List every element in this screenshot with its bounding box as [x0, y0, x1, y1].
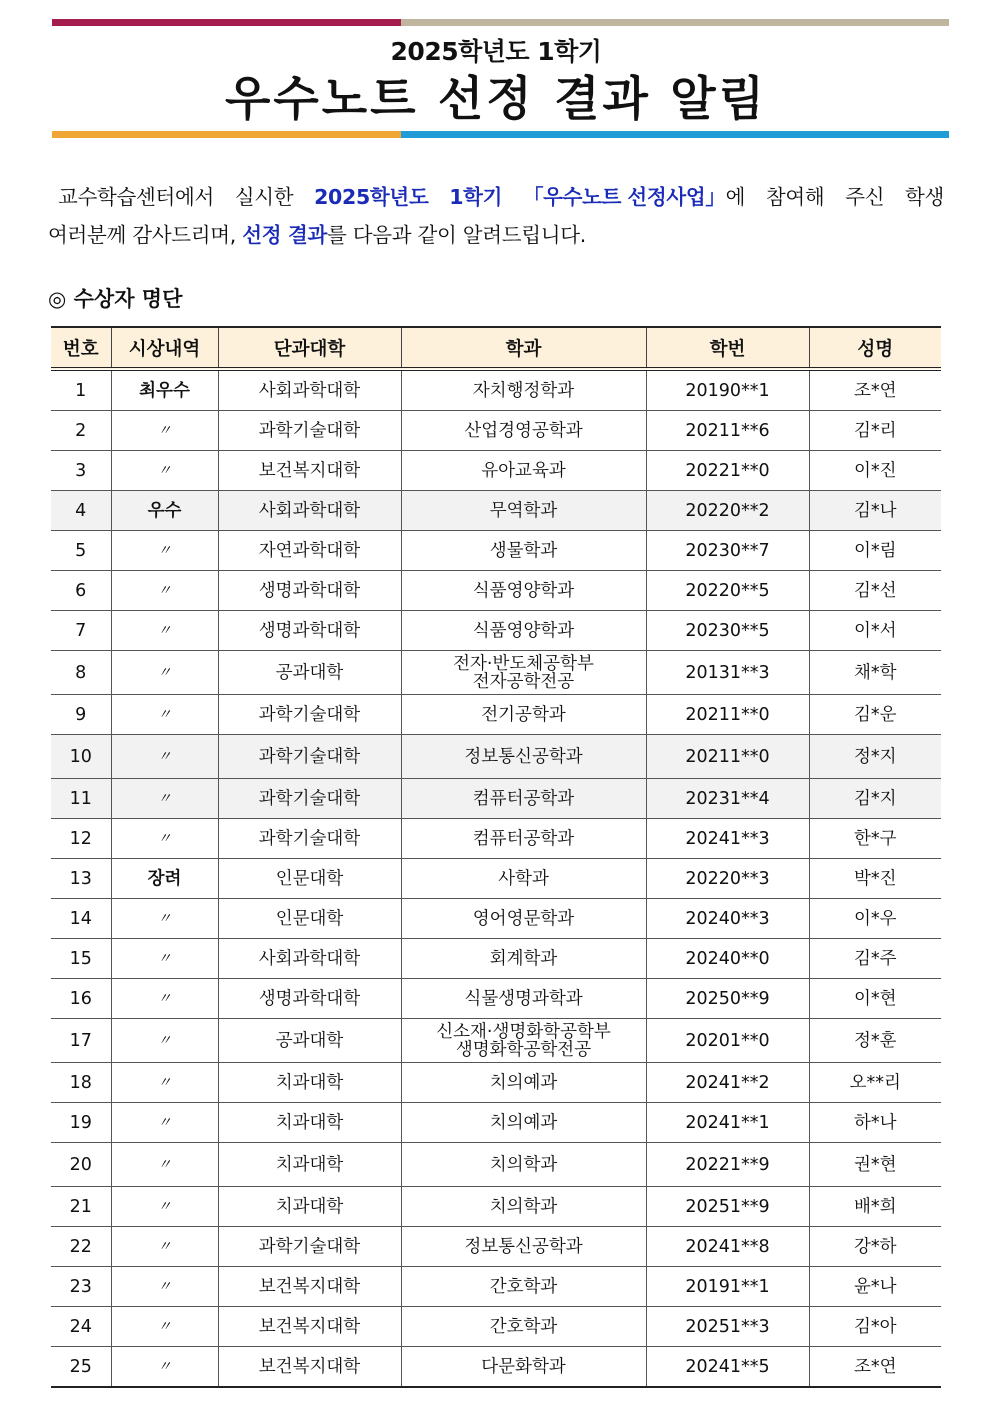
table-row	[51, 411, 941, 451]
intro-highlight: 2025학년도	[314, 185, 429, 209]
cell-department	[401, 531, 646, 571]
cell-award: 최우수	[111, 369, 218, 411]
cell-award: 〃	[111, 451, 218, 491]
cell-name: 권*현	[809, 1143, 941, 1187]
cell-department	[401, 819, 646, 859]
cell-department	[401, 1019, 646, 1063]
cell-award: 〃	[111, 695, 218, 735]
cell-name: 이*우	[809, 899, 941, 939]
cell-department	[401, 939, 646, 979]
cell-award: 〃	[111, 979, 218, 1019]
cell-number: 21	[51, 1187, 111, 1227]
cell-name: 김*지	[809, 779, 941, 819]
cell-number: 20	[51, 1143, 111, 1187]
cell-number: 22	[51, 1227, 111, 1267]
intro-line-2	[48, 216, 944, 254]
cell-college: 공과대학	[218, 651, 401, 695]
cell-student-id: 20251**3	[646, 1307, 809, 1347]
cell-college: 자연과학대학	[218, 531, 401, 571]
cell-number: 7	[51, 611, 111, 651]
intro-highlight: 1학기	[449, 185, 503, 209]
cell-number: 11	[51, 779, 111, 819]
department-line: 정보통신공학과	[464, 746, 583, 767]
department-line: 산업경영공학과	[464, 420, 583, 441]
intro-word: 주신	[845, 185, 885, 209]
cell-department	[401, 1187, 646, 1227]
cell-number: 12	[51, 819, 111, 859]
table-row	[51, 369, 941, 411]
intro-paragraph	[48, 178, 944, 254]
header-award: 시상내역	[111, 327, 218, 369]
cell-student-id: 20211**6	[646, 411, 809, 451]
table-row	[51, 899, 941, 939]
intro-highlight: 「우수노트	[522, 185, 622, 209]
cell-name: 김*리	[809, 411, 941, 451]
cell-college: 생명과학대학	[218, 571, 401, 611]
department-line: 생명화학공학전공	[455, 1039, 592, 1060]
cell-student-id: 20131**3	[646, 651, 809, 695]
department-line: 사학과	[498, 868, 549, 889]
cell-department	[401, 859, 646, 899]
bottom-bar-right	[401, 131, 949, 138]
table-row	[51, 779, 941, 819]
cell-college: 치과대학	[218, 1063, 401, 1103]
table-row	[51, 651, 941, 695]
cell-student-id: 20241**8	[646, 1227, 809, 1267]
cell-award: 〃	[111, 1143, 218, 1187]
cell-name: 이*서	[809, 611, 941, 651]
table-row	[51, 819, 941, 859]
department-line: 컴퓨터공학과	[472, 828, 575, 849]
department-line: 치의예과	[489, 1072, 558, 1093]
page-title: 우수노트 선정 결과 알림	[224, 72, 768, 127]
cell-student-id: 20201**0	[646, 1019, 809, 1063]
cell-college: 보건복지대학	[218, 1347, 401, 1388]
page-subtitle: 2025학년도 1학기	[390, 37, 602, 66]
intro-word: 참여해	[765, 185, 825, 209]
department-line: 전자공학전공	[472, 671, 575, 692]
bottom-bar-left	[52, 131, 401, 138]
cell-name: 이*진	[809, 451, 941, 491]
cell-award: 〃	[111, 939, 218, 979]
cell-department	[401, 651, 646, 695]
cell-department	[401, 611, 646, 651]
cell-student-id: 20241**3	[646, 819, 809, 859]
cell-number: 6	[51, 571, 111, 611]
header-student-id: 학번	[646, 327, 809, 369]
cell-number: 24	[51, 1307, 111, 1347]
cell-award: 장려	[111, 859, 218, 899]
cell-award: 〃	[111, 735, 218, 779]
cell-number: 15	[51, 939, 111, 979]
table-row	[51, 1267, 941, 1307]
cell-college: 보건복지대학	[218, 451, 401, 491]
cell-name: 강*하	[809, 1227, 941, 1267]
department-line: 식품영양학과	[472, 620, 575, 641]
intro-word: 학생	[904, 185, 944, 209]
cell-number: 16	[51, 979, 111, 1019]
table-header-row	[51, 327, 941, 369]
cell-number: 2	[51, 411, 111, 451]
cell-department	[401, 1103, 646, 1143]
cell-award: 〃	[111, 1063, 218, 1103]
cell-number: 1	[51, 369, 111, 411]
header-department: 학과	[401, 327, 646, 369]
cell-name: 정*지	[809, 735, 941, 779]
cell-number: 9	[51, 695, 111, 735]
table-row	[51, 1347, 941, 1388]
cell-student-id: 20240**3	[646, 899, 809, 939]
cell-college: 보건복지대학	[218, 1307, 401, 1347]
cell-name: 배*희	[809, 1187, 941, 1227]
cell-department	[401, 1063, 646, 1103]
cell-student-id: 20220**5	[646, 571, 809, 611]
department-line: 치의학과	[489, 1196, 558, 1217]
cell-college: 치과대학	[218, 1103, 401, 1143]
cell-name: 오**리	[809, 1063, 941, 1103]
cell-department	[401, 1307, 646, 1347]
department-line: 식품영양학과	[472, 580, 575, 601]
cell-name: 조*연	[809, 1347, 941, 1388]
cell-award: 〃	[111, 611, 218, 651]
department-line: 치의학과	[489, 1154, 558, 1175]
intro-word: 에	[725, 185, 746, 209]
cell-college: 생명과학대학	[218, 611, 401, 651]
cell-award: 〃	[111, 531, 218, 571]
table-row	[51, 695, 941, 735]
intro-word: 교수학습센터에서	[58, 185, 215, 209]
cell-name: 김*운	[809, 695, 941, 735]
cell-name: 김*선	[809, 571, 941, 611]
cell-student-id: 20220**3	[646, 859, 809, 899]
cell-award: 〃	[111, 571, 218, 611]
table-row	[51, 939, 941, 979]
cell-award: 〃	[111, 1019, 218, 1063]
department-line: 컴퓨터공학과	[472, 788, 575, 809]
cell-award: 〃	[111, 411, 218, 451]
header-college: 단과대학	[218, 327, 401, 369]
department-line: 정보통신공학과	[464, 1236, 583, 1257]
department-line: 무역학과	[489, 500, 558, 521]
cell-student-id: 20220**2	[646, 491, 809, 531]
cell-department	[401, 1267, 646, 1307]
table-row	[51, 1227, 941, 1267]
table-row	[51, 979, 941, 1019]
table-row	[51, 1019, 941, 1063]
cell-college: 과학기술대학	[218, 735, 401, 779]
cell-student-id: 20241**5	[646, 1347, 809, 1388]
cell-department	[401, 369, 646, 411]
cell-department	[401, 1347, 646, 1388]
cell-student-id: 20221**0	[646, 451, 809, 491]
cell-department	[401, 571, 646, 611]
cell-award: 〃	[111, 779, 218, 819]
cell-college: 인문대학	[218, 899, 401, 939]
cell-award: 〃	[111, 651, 218, 695]
department-line: 간호학과	[489, 1276, 558, 1297]
cell-student-id: 20191**1	[646, 1267, 809, 1307]
department-line: 자치행정학과	[472, 380, 575, 401]
table-row	[51, 1187, 941, 1227]
intro-text: 여러분께 감사드리며,	[48, 223, 243, 247]
cell-department	[401, 695, 646, 735]
cell-number: 5	[51, 531, 111, 571]
table-row	[51, 571, 941, 611]
cell-college: 과학기술대학	[218, 1227, 401, 1267]
department-line: 전자·반도체공학부	[453, 653, 594, 674]
section-title: ◎ 수상자 명단	[48, 287, 183, 311]
cell-name: 이*현	[809, 979, 941, 1019]
cell-name: 윤*나	[809, 1267, 941, 1307]
cell-college: 인문대학	[218, 859, 401, 899]
cell-college: 과학기술대학	[218, 819, 401, 859]
cell-number: 18	[51, 1063, 111, 1103]
cell-student-id: 20240**0	[646, 939, 809, 979]
cell-award: 〃	[111, 819, 218, 859]
header-number: 번호	[51, 327, 111, 369]
department-line: 전기공학과	[481, 704, 566, 725]
cell-student-id: 20211**0	[646, 735, 809, 779]
cell-college: 과학기술대학	[218, 779, 401, 819]
cell-department	[401, 979, 646, 1019]
table-row	[51, 1307, 941, 1347]
cell-name: 채*학	[809, 651, 941, 695]
cell-student-id: 20241**1	[646, 1103, 809, 1143]
cell-name: 김*나	[809, 491, 941, 531]
cell-college: 공과대학	[218, 1019, 401, 1063]
cell-student-id: 20241**2	[646, 1063, 809, 1103]
cell-college: 과학기술대학	[218, 695, 401, 735]
cell-award: 〃	[111, 1187, 218, 1227]
table-row	[51, 491, 941, 531]
cell-college: 사회과학대학	[218, 939, 401, 979]
awards-table	[51, 326, 941, 1388]
cell-number: 13	[51, 859, 111, 899]
intro-highlight: 선정사업」	[627, 185, 726, 209]
cell-department	[401, 451, 646, 491]
cell-college: 과학기술대학	[218, 411, 401, 451]
top-bar-left	[52, 19, 401, 26]
cell-number: 3	[51, 451, 111, 491]
cell-name: 박*진	[809, 859, 941, 899]
cell-student-id: 20221**9	[646, 1143, 809, 1187]
cell-award: 우수	[111, 491, 218, 531]
cell-award: 〃	[111, 899, 218, 939]
department-line: 유아교육과	[481, 460, 566, 481]
cell-number: 8	[51, 651, 111, 695]
cell-name: 한*구	[809, 819, 941, 859]
cell-student-id: 20250**9	[646, 979, 809, 1019]
table-row	[51, 735, 941, 779]
department-line: 다문화학과	[481, 1356, 566, 1377]
cell-student-id: 20231**4	[646, 779, 809, 819]
cell-department	[401, 899, 646, 939]
department-line: 신소재·생명화학공학부	[436, 1021, 611, 1042]
cell-department	[401, 1143, 646, 1187]
top-bar-right	[401, 19, 949, 26]
cell-college: 보건복지대학	[218, 1267, 401, 1307]
cell-number: 10	[51, 735, 111, 779]
cell-name: 조*연	[809, 369, 941, 411]
department-line: 생물학과	[489, 540, 558, 561]
department-line: 회계학과	[489, 948, 558, 969]
cell-student-id: 20211**0	[646, 695, 809, 735]
cell-college: 사회과학대학	[218, 491, 401, 531]
cell-name: 정*훈	[809, 1019, 941, 1063]
cell-name: 이*림	[809, 531, 941, 571]
cell-number: 25	[51, 1347, 111, 1388]
department-line: 간호학과	[489, 1316, 558, 1337]
intro-line-1	[48, 178, 944, 216]
cell-department	[401, 491, 646, 531]
table-row	[51, 611, 941, 651]
intro-text: 를 다음과 같이 알려드립니다.	[327, 223, 586, 247]
table-row	[51, 1143, 941, 1187]
cell-number: 4	[51, 491, 111, 531]
cell-number: 23	[51, 1267, 111, 1307]
cell-department	[401, 735, 646, 779]
cell-award: 〃	[111, 1227, 218, 1267]
cell-department	[401, 1227, 646, 1267]
cell-student-id: 20190**1	[646, 369, 809, 411]
cell-college: 사회과학대학	[218, 369, 401, 411]
cell-student-id: 20230**7	[646, 531, 809, 571]
cell-student-id: 20251**9	[646, 1187, 809, 1227]
top-color-bar	[52, 19, 949, 26]
cell-award: 〃	[111, 1267, 218, 1307]
cell-number: 17	[51, 1019, 111, 1063]
intro-word: 실시한	[234, 185, 294, 209]
cell-name: 하*나	[809, 1103, 941, 1143]
cell-number: 19	[51, 1103, 111, 1143]
cell-college: 생명과학대학	[218, 979, 401, 1019]
table-row	[51, 531, 941, 571]
cell-department	[401, 411, 646, 451]
department-line: 식물생명과학과	[464, 988, 583, 1009]
cell-name: 김*주	[809, 939, 941, 979]
table-row	[51, 1063, 941, 1103]
cell-name: 김*아	[809, 1307, 941, 1347]
intro-highlight: 선정 결과	[242, 223, 328, 247]
cell-department	[401, 779, 646, 819]
department-line: 치의예과	[489, 1112, 558, 1133]
cell-number: 14	[51, 899, 111, 939]
cell-award: 〃	[111, 1307, 218, 1347]
cell-college: 치과대학	[218, 1143, 401, 1187]
table-row	[51, 859, 941, 899]
table-row	[51, 1103, 941, 1143]
table-row	[51, 451, 941, 491]
bottom-color-bar	[52, 131, 949, 138]
cell-award: 〃	[111, 1103, 218, 1143]
cell-award: 〃	[111, 1347, 218, 1388]
cell-college: 치과대학	[218, 1187, 401, 1227]
header-name: 성명	[809, 327, 941, 369]
department-line: 영어영문학과	[472, 908, 575, 929]
cell-student-id: 20230**5	[646, 611, 809, 651]
